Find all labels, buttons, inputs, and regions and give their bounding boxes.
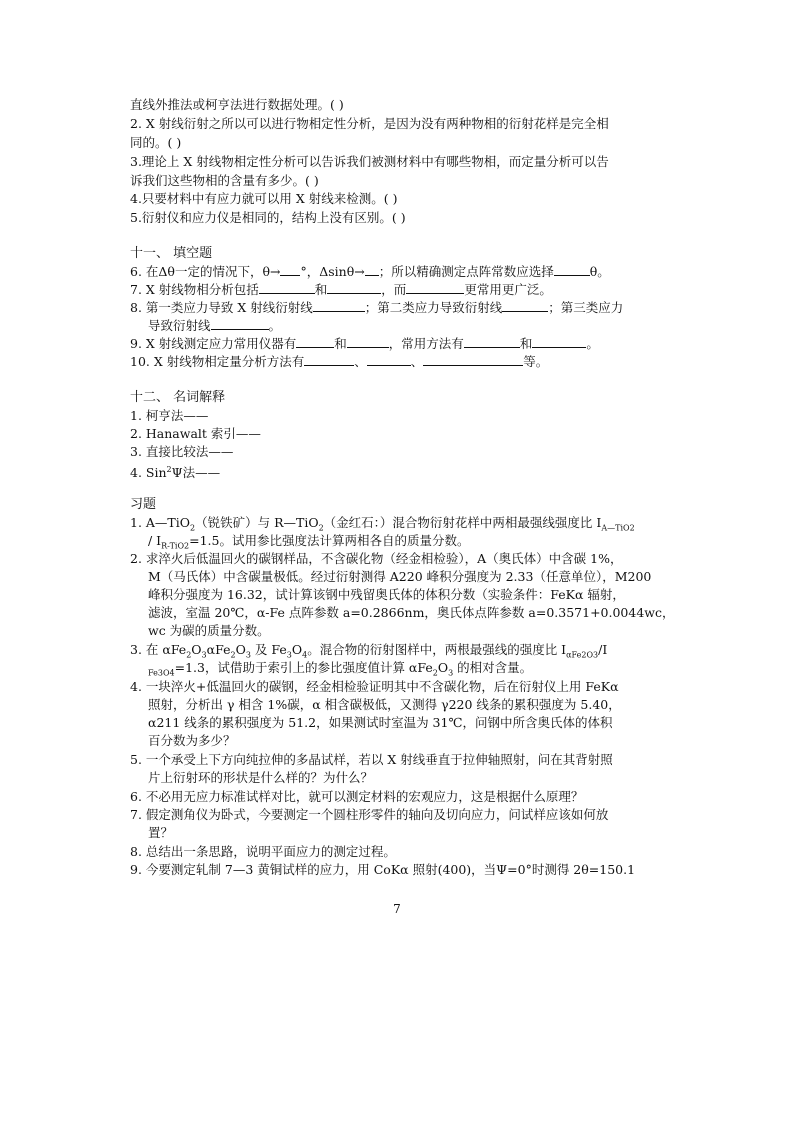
- page-number: 7: [393, 902, 401, 916]
- exercise-text: 及 Fe: [250, 642, 287, 657]
- subscript: Fe3O4: [148, 668, 175, 678]
- exercise-text: 。混合物的衍射图样中，两根最强线的强度比 I: [307, 642, 567, 657]
- subscript: αFe2O3: [566, 650, 599, 660]
- answer-blank[interactable]: [502, 299, 548, 312]
- term-text: Ψ法——: [171, 465, 221, 481]
- answer-blank[interactable]: [296, 335, 334, 348]
- term-3: 3. 直接比较法——: [130, 444, 234, 459]
- answer-blank[interactable]: [464, 335, 520, 348]
- question-text: 。: [268, 318, 282, 333]
- question-text: ，常用方法有: [388, 336, 464, 351]
- question-text: 8. 第一类应力导致 X 射线衍射线: [130, 300, 313, 315]
- answer-blank[interactable]: [313, 299, 365, 312]
- question-text: 9. X 射线测定应力常用仪器有: [130, 336, 297, 351]
- answer-blank[interactable]: [406, 281, 464, 294]
- section-title-terms: 十二、 名词解释: [130, 390, 226, 405]
- question-text: 10. X 射线物相定量分析方法有: [130, 354, 305, 369]
- exercise-5-continued: 片上衍射环的形状是什么样的？为什么？: [148, 770, 374, 785]
- subscript: 4: [302, 650, 308, 660]
- judgement-line: 诉我们这些物相的含量有多少。( ): [130, 173, 319, 188]
- section-title-fill: 十一、 填空题: [130, 246, 213, 261]
- exercise-text: αFe: [206, 642, 231, 657]
- fill-question-9: [130, 335, 599, 352]
- answer-blank[interactable]: [280, 263, 300, 276]
- question-text: θ。: [589, 264, 610, 279]
- exercise-4-continued: 照射，分析出 γ 相含 1%碳，α 相含碳极低，又测得 γ220 线条的累积强度为 5.40，: [148, 697, 621, 712]
- fill-question-6: [130, 263, 610, 280]
- fill-question-8-continued: [148, 317, 281, 334]
- fill-question-10: [130, 353, 548, 370]
- subscript: 2: [318, 523, 324, 533]
- superscript: 2: [166, 465, 172, 474]
- exercise-text: 1. A—TiO: [130, 515, 191, 530]
- judgement-question-3: 3.理论上 X 射线物相定性分析可以告诉我们被测材料中有哪些物相，而定量分析可以告: [130, 154, 609, 169]
- question-text: ，而: [381, 282, 407, 297]
- question-text: 和: [314, 282, 328, 297]
- question-text: ；所以精确测定点阵常数应选择: [378, 264, 554, 279]
- answer-blank[interactable]: [304, 353, 354, 366]
- question-text: 和: [519, 336, 533, 351]
- question-text: 等。: [523, 354, 549, 369]
- judgement-question-5: 5.衍射仪和应力仪是相同的，结构上没有区别。( ): [130, 210, 406, 225]
- exercise-text: O: [191, 642, 202, 657]
- answer-blank[interactable]: [554, 263, 590, 276]
- exercise-text: 3. 在 αFe: [130, 642, 187, 657]
- answer-blank[interactable]: [532, 335, 586, 348]
- exercise-4: 4. 一块淬火+低温回火的碳钢，经金相检验证明其中不含碳化物，后在衍射仪上用 FeKα: [130, 679, 619, 694]
- subscript: 2: [230, 650, 236, 660]
- question-text: 6. 在Δθ一定的情况下，θ→: [130, 264, 281, 279]
- exercise-text: /I: [598, 642, 608, 657]
- exercise-text: O: [437, 660, 449, 675]
- exercise-6: 6. 不必用无应力标准试样对比，就可以测定材料的宏观应力，这是根据什么原理？: [130, 789, 584, 804]
- term-1: 1. 柯亨法——: [130, 408, 209, 423]
- question-text: 、: [354, 354, 367, 369]
- subscript: 3: [201, 650, 207, 660]
- answer-blank[interactable]: [259, 281, 315, 294]
- question-text: 更常用更广泛。: [464, 282, 552, 297]
- exercise-text: （锐铁矿）与 R—TiO: [195, 515, 319, 530]
- exercise-2-continued: wc 为碳的质量分数。: [148, 623, 270, 638]
- subscript: 2: [186, 650, 192, 660]
- exercise-text: O: [235, 642, 246, 657]
- subscript: 3: [245, 650, 251, 660]
- term-4: [130, 461, 220, 481]
- exercise-2-continued: 滤波，室温 20℃，α-Fe 点阵参数 a=0.2866nm，奥氏体点阵参数 a=0.3571+0.0044wc，: [148, 605, 675, 620]
- fill-question-8: [130, 299, 623, 316]
- question-text: 、: [410, 354, 424, 369]
- exercise-2: 2. 求淬火后低温回火的碳钢样品，不含碳化物（经金相检验），A（奥氏体）中含碳 1%，: [130, 551, 623, 566]
- exercise-4-continued: α211 线条的累积强度为 51.2，如果测试时室温为 31℃，问钢中所含奥氏体的体积: [148, 715, 613, 730]
- exercise-text: O: [291, 642, 303, 657]
- question-text: 7. X 射线物相分析包括: [130, 282, 259, 297]
- subscript: A—TiO2: [601, 523, 635, 533]
- exercise-8: 8. 总结出一条思路，说明平面应力的测定过程。: [130, 844, 396, 859]
- subscript: 2: [432, 668, 438, 678]
- question-text: 。: [586, 336, 599, 351]
- exercise-2-continued: 峰积分强度为 16.32，试计算该钢中残留奥氏体的体积分数（实验条件：FeKα 辐射，: [148, 587, 625, 602]
- exercise-7: 7. 假定测角仪为卧式，今要测定一个圆柱形零件的轴向及切向应力，问试样应该如何放: [130, 807, 609, 822]
- exercise-text: =1.3，试借助于索引上的参比强度值计算 αFe: [174, 660, 433, 675]
- answer-blank[interactable]: [211, 317, 269, 330]
- subscript: 3: [286, 650, 292, 660]
- fill-question-7: [130, 281, 552, 298]
- answer-blank[interactable]: [367, 353, 411, 366]
- question-text: 和: [334, 336, 347, 351]
- subscript: R-TiO2: [161, 541, 190, 551]
- exercise-text: =1.5。试用参比强度法计算两相各自的质量分数。: [189, 533, 470, 548]
- term-2: 2. Hanawalt 索引——: [130, 426, 261, 441]
- subscript: 2: [190, 523, 196, 533]
- answer-blank[interactable]: [365, 263, 379, 276]
- exercise-4-continued: 百分数为多少？: [148, 733, 236, 748]
- subscript: 3: [448, 668, 454, 678]
- exercise-text: / I: [148, 533, 162, 548]
- question-text: 导致衍射线: [148, 318, 211, 333]
- exercise-text: 的相对含量。: [453, 660, 533, 675]
- term-text: 4. Sin: [130, 465, 167, 481]
- question-text: ；第三类应力: [548, 300, 624, 315]
- judgement-line: 直线外推法或柯亨法进行数据处理。( ): [130, 97, 344, 112]
- question-text: °，Δsinθ→: [300, 264, 365, 279]
- exercise-7-continued: 置？: [148, 825, 174, 840]
- exercise-9: 9. 今要测定轧制 7—3 黄铜试样的应力，用 CoKα 照射(400)，当Ψ=0°时测得 2θ=150.1: [130, 862, 636, 877]
- exercise-2-continued: M（马氏体）中含碳量极低。经过衍射测得 A220 峰积分强度为 2.33（任意单位），M200: [148, 569, 652, 584]
- judgement-question-2: 2. X 射线衍射之所以可以进行物相定性分析，是因为没有两种物相的衍射花样是完全相: [130, 116, 609, 131]
- question-text: ；第二类应力导致衍射线: [364, 300, 503, 315]
- answer-blank[interactable]: [327, 281, 381, 294]
- answer-blank[interactable]: [347, 335, 389, 348]
- judgement-question-4: 4.只要材料中有应力就可以用 X 射线来检测。( ): [130, 191, 398, 206]
- section-title-exercises: 习题: [130, 497, 157, 512]
- answer-blank[interactable]: [423, 353, 523, 366]
- exercise-text: （金红石：）混合物衍射花样中两相最强线强度比 I: [323, 515, 602, 530]
- exercise-5: 5. 一个承受上下方向纯拉伸的多晶试样，若以 X 射线垂直于拉伸轴照射，问在其背射照: [130, 752, 613, 767]
- judgement-line: 同的。( ): [130, 135, 182, 150]
